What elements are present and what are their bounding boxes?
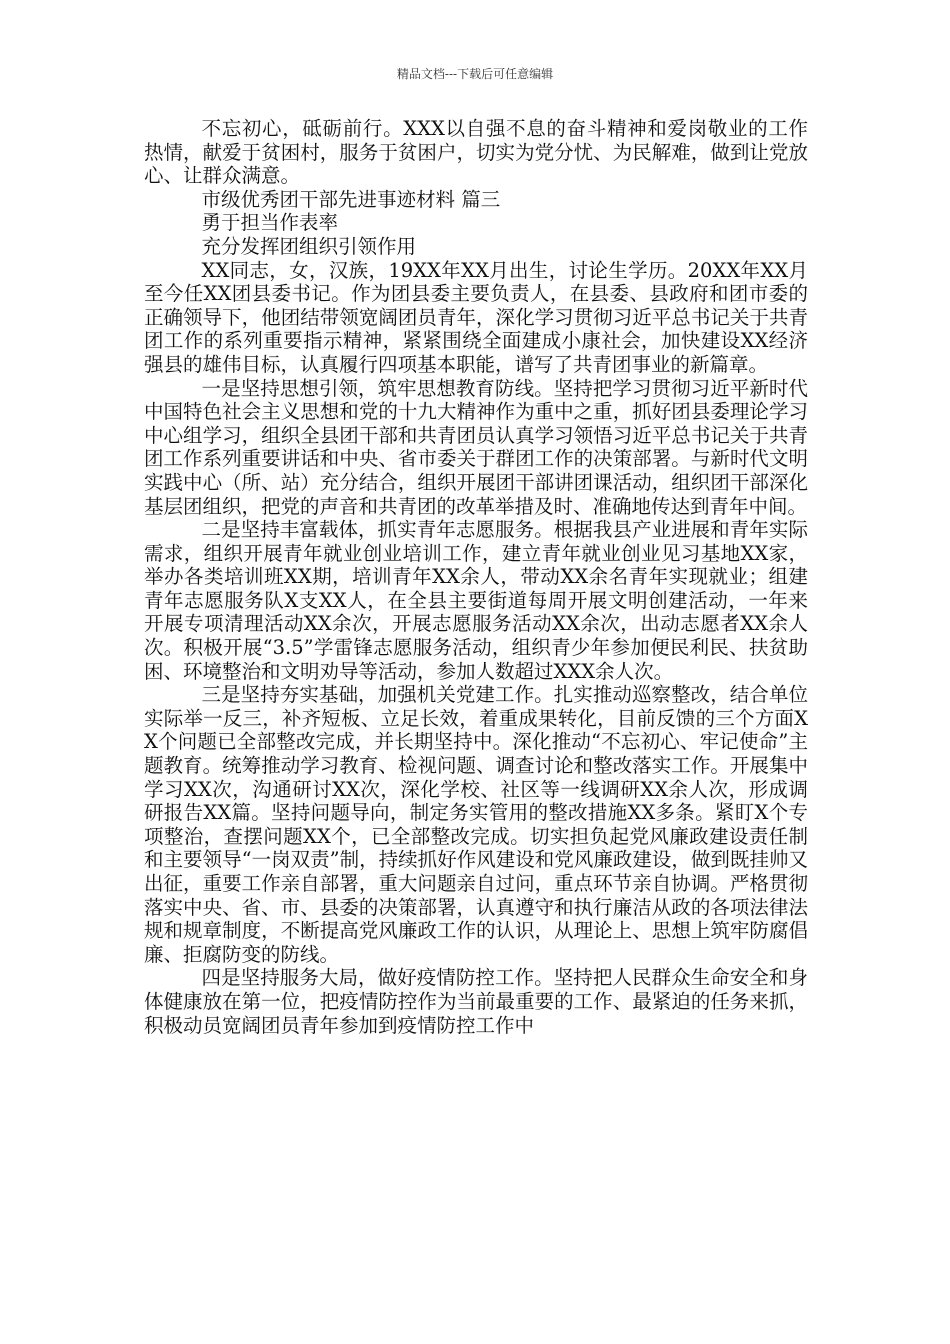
paragraph-point-4: 四是坚持服务大局，做好疫情防控工作。坚持把人民群众生命安全和身体健康放在第一位，把疫情防控作为当前最重要的工作、最紧迫的任务来抓，积极动员宽阔团员青年参加到疫情防控工作中 <box>144 966 808 1037</box>
article-subtitle-2: 充分发挥团组织引领作用 <box>201 234 417 258</box>
paragraph-point-2: 二是坚持丰富载体，抓实青年志愿服务。根据我县产业进展和青年实际需求，组织开展青年就业创业培训工作，建立青年就业创业见习基地XX家，举办各类培训班XX期，培训青年XX余人，带动XX余名青年实现就业；组建青年志愿服务队X支XX人，在全县主要街道每周开展文明创建活动，一年来开展专项清理活动XX余次，开展志愿服务活动XX余次，出动志愿者XX余人次。积极开展“3.5”学雷锋志愿服务活动，组织青少年参加便民利民、扶贫助困、环境整治和文明劝导等活动，参加人数超过XXX余人次。 <box>144 518 808 683</box>
paragraph-point-1: 一是坚持思想引领，筑牢思想教育防线。坚持把学习贯彻习近平新时代中国特色社会主义思想和党的十九大精神作为重中之重，抓好团县委理论学习中心组学习，组织全县团干部和共青团员认真学习领悟习近平总书记关于共青团工作系列重要讲话和中央、省市委关于群团工作的决策部署。与新时代文明实践中心（所、站）充分结合，组织开展团干部讲团课活动，组织团干部深化基层团组织，把党的声音和共青团的改革举措及时、准确地传达到青年中间。 <box>144 376 808 518</box>
paragraph-closing-summary: 不忘初心，砥砺前行。XXX以自强不息的奋斗精神和爱岗敬业的工作热情，献爱于贫困村，服务于贫困户，切实为党分忧、为民解难，做到让党放心、让群众满意。 <box>144 117 808 188</box>
article-title: 市级优秀团干部先进事迹材料 篇三 <box>201 187 501 211</box>
paragraph-intro: XX同志，女，汉族，19XX年XX月出生，讨论生学历。20XX年XX月至今任XX团县委书记。作为团县委主要负责人，在县委、县政府和团市委的正确领导下，他团结带领宽阔团员青年，深化学习贯彻习近平总书记关于共青团工作的系列重要指示精神，紧紧围绕全面建成小康社会，加快建设XX经济强县的雄伟目标，认真履行四项基本职能，谱写了共青团事业的新篇章。 <box>144 258 808 376</box>
page-header: 精品文档---下载后可任意编辑 <box>396 67 554 81</box>
paragraph-point-3: 三是坚持夯实基础，加强机关党建工作。扎实推动巡察整改，结合单位实际举一反三，补齐短板、立足长效，着重成果转化，目前反馈的三个方面XX个问题已全部整改完成，并长期坚持中。深化推动“不忘初心、牢记使命”主题教育。统筹推动学习教育、检视问题、调查讨论和整改落实工作。开展集中学习XX次，沟通研讨XX次，深化学校、社区等一线调研XX余人次，形成调研报告XX篇。坚持问题导向，制定务实管用的整改措施XX多条。紧盯X个专项整治，查摆问题XX个，已全部整改完成。切实担负起党风廉政建设责任制和主要领导“一岗双责”制，持续抓好作风建设和党风廉政建设，做到既挂帅又出征，重要工作亲自部署，重大问题亲自过问，重点环节亲自协调。严格贯彻落实中央、省、市、县委的决策部署，认真遵守和执行廉洁从政的各项法律法规和规章制度，不断提高党风廉政工作的认识，从理论上、思想上筑牢防腐倡廉、拒腐防变的防线。 <box>144 683 808 966</box>
document-body <box>144 117 808 1037</box>
article-subtitle-1: 勇于担当作表率 <box>201 211 339 235</box>
